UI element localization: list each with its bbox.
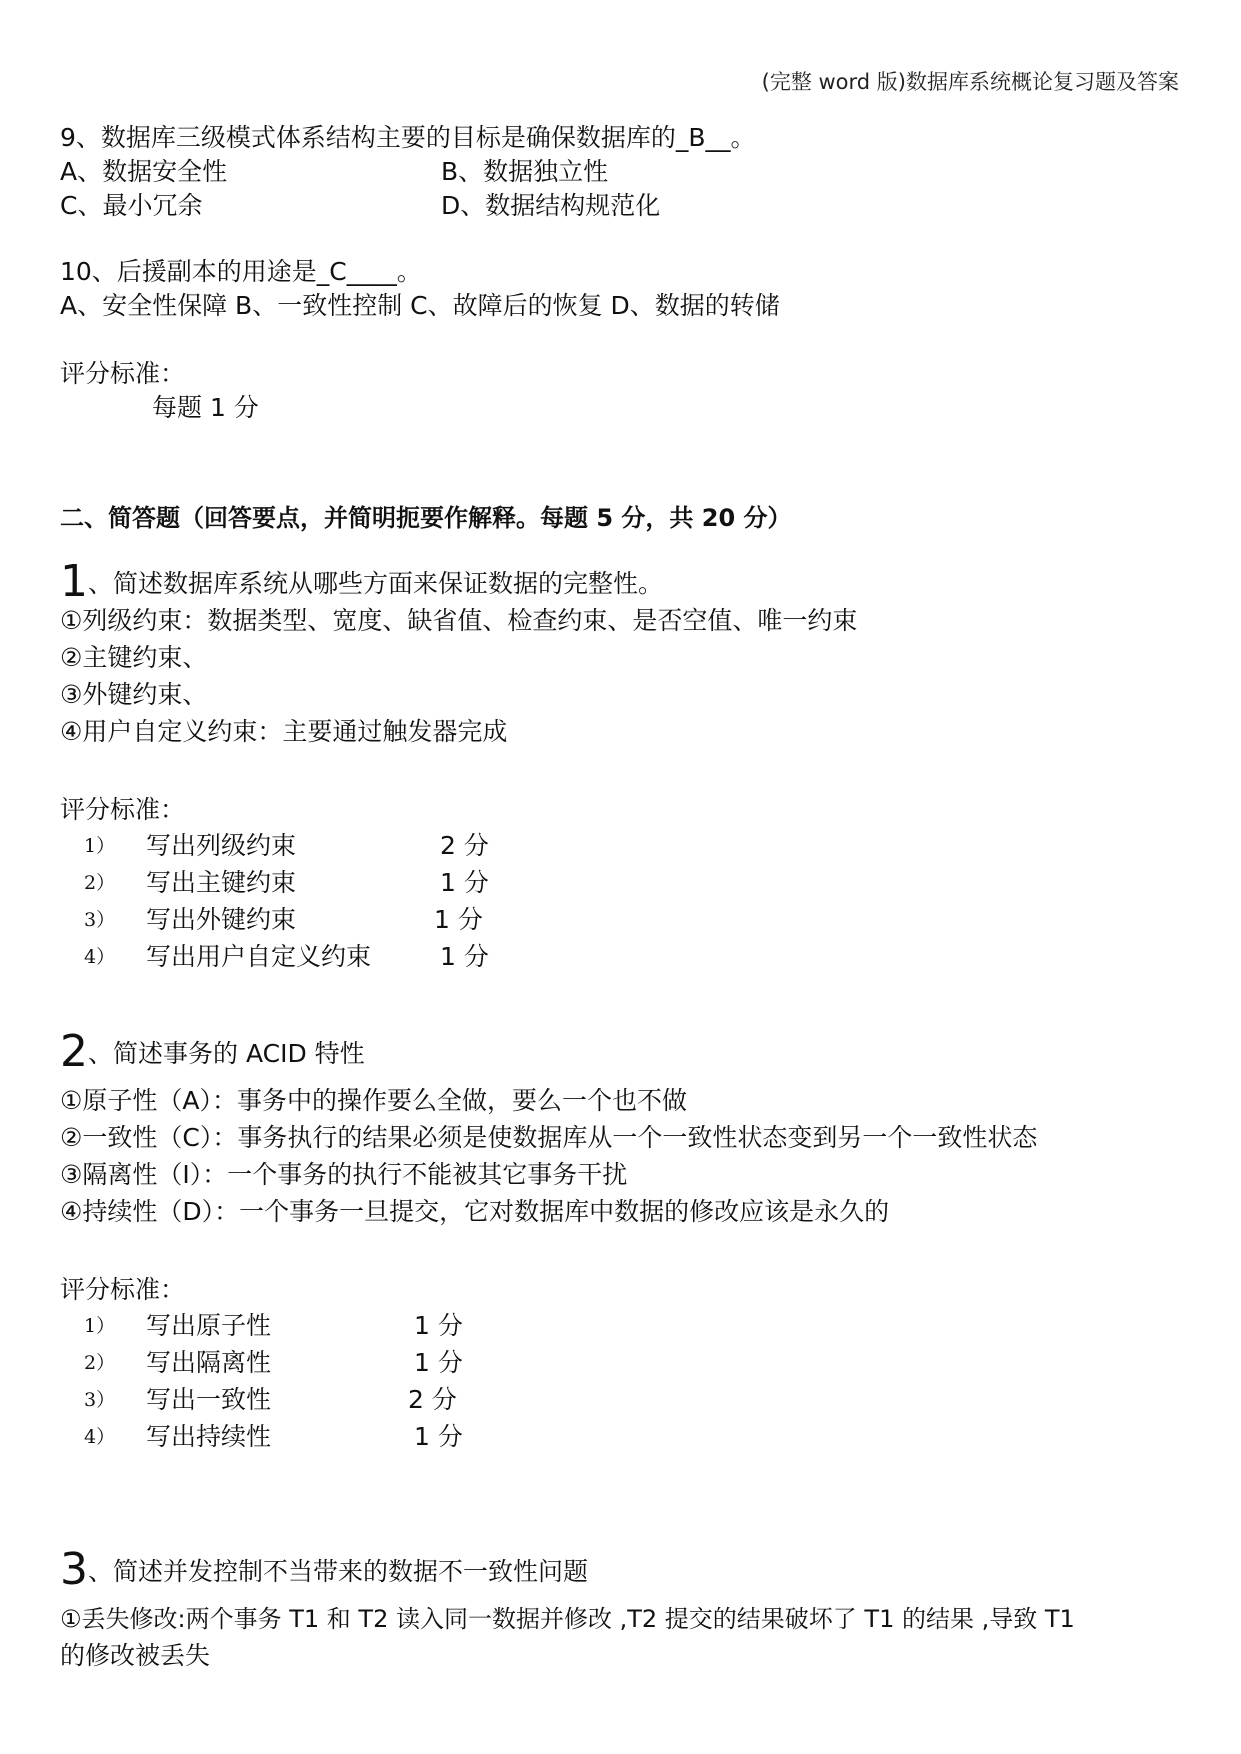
- sq2-criterion-1-text: 写出原子性: [146, 1311, 272, 1340]
- sq3-point-1-line-2: 的修改被丢失: [60, 1641, 211, 1670]
- sq2-criterion-4-text: 写出持续性: [146, 1422, 272, 1451]
- sq1-criterion-3-score: 1 分: [434, 905, 483, 934]
- sq3-point-1-line-1: ①丢失修改:两个事务 T1 和 T2 读入同一数据并修改 ,T2 提交的结果破坏了 T1 的结果 ,导致 T1: [60, 1605, 1075, 1633]
- sq2-criterion-3-score: 2 分: [408, 1385, 457, 1414]
- sq1-criterion-1-score: 2 分: [440, 831, 489, 860]
- sq2-criterion-2-num: 2）: [84, 1352, 116, 1374]
- sq2-criterion-3-text: 写出一致性: [146, 1385, 272, 1414]
- sq1-criterion-2-score: 1 分: [440, 868, 489, 897]
- sq1-criterion-4-score: 1 分: [440, 942, 489, 971]
- q9-stem: 9、数据库三级模式体系结构主要的目标是确保数据库的_B__。: [60, 123, 756, 152]
- sq3-title-text: 、简述并发控制不当带来的数据不一致性问题: [88, 1557, 589, 1586]
- sq1-title: [60, 556, 664, 607]
- sq1-criterion-4-text: 写出用户自定义约束: [146, 942, 372, 971]
- sq1-scoring-label: 评分标准：: [60, 795, 186, 824]
- sq1-point-3: ③外键约束、: [60, 680, 208, 709]
- sq1-criterion-2-num: 2）: [84, 872, 116, 894]
- sq2-point-3: ③隔离性（I）：一个事务的执行不能被其它事务干扰: [60, 1160, 628, 1189]
- q9-option-a: A、数据安全性: [60, 157, 228, 186]
- sq2-title: [60, 1026, 365, 1077]
- sq1-number: 1: [60, 556, 88, 607]
- sq2-point-4: ④持续性（D）：一个事务一旦提交，它对数据库中数据的修改应该是永久的: [60, 1197, 890, 1226]
- sq2-point-1: ①原子性（A）：事务中的操作要么全做，要么一个也不做: [60, 1086, 688, 1115]
- sq2-point-2: ②一致性（C）：事务执行的结果必须是使数据库从一个一致性状态变到另一个一致性状态: [60, 1123, 1038, 1152]
- sq1-point-2: ②主键约束、: [60, 643, 208, 672]
- q9-option-d: D、数据结构规范化: [441, 191, 661, 220]
- sq1-title-text: 、简述数据库系统从哪些方面来保证数据的完整性。: [88, 569, 664, 598]
- sq3-title: [60, 1544, 589, 1595]
- q9-option-b: B、数据独立性: [441, 157, 609, 186]
- sq2-criterion-4-score: 1 分: [414, 1422, 463, 1451]
- sq2-criterion-4-num: 4）: [84, 1426, 116, 1448]
- sq2-criterion-1-score: 1 分: [414, 1311, 463, 1340]
- sq1-criterion-3-num: 3）: [84, 909, 116, 931]
- sq2-criterion-1-num: 1）: [84, 1315, 116, 1337]
- sq2-title-text: 、简述事务的 ACID 特性: [88, 1039, 365, 1068]
- sq2-criterion-2-score: 1 分: [414, 1348, 463, 1377]
- sq1-criterion-1-text: 写出列级约束: [146, 831, 297, 860]
- q10-stem: 10、后援副本的用途是_C____。: [60, 257, 422, 286]
- sq1-criterion-2-text: 写出主键约束: [146, 868, 297, 897]
- sq2-number: 2: [60, 1026, 88, 1077]
- sq3-number: 3: [60, 1544, 88, 1595]
- sq2-scoring-label: 评分标准：: [60, 1275, 186, 1304]
- sq1-criterion-4-num: 4）: [84, 946, 116, 968]
- scoring-label: 评分标准：: [60, 359, 186, 388]
- scoring-text: 每题 1 分: [152, 393, 259, 422]
- sq1-point-4: ④用户自定义约束：主要通过触发器完成: [60, 717, 508, 746]
- q10-options: A、安全性保障 B、一致性控制 C、故障后的恢复 D、数据的转储: [60, 291, 780, 320]
- sq1-criterion-1-num: 1）: [84, 835, 116, 857]
- sq1-point-1: ①列级约束：数据类型、宽度、缺省值、检查约束、是否空值、唯一约束: [60, 606, 858, 635]
- sq2-criterion-2-text: 写出隔离性: [146, 1348, 272, 1377]
- sq1-criterion-3-text: 写出外键约束: [146, 905, 297, 934]
- page-header: (完整 word 版)数据库系统概论复习题及答案: [761, 70, 1179, 94]
- sq2-criterion-3-num: 3）: [84, 1389, 116, 1411]
- section-title: 二、简答题（回答要点，并简明扼要作解释。每题 5 分，共 20 分）: [60, 504, 792, 532]
- q9-option-c: C、最小冗余: [60, 191, 203, 220]
